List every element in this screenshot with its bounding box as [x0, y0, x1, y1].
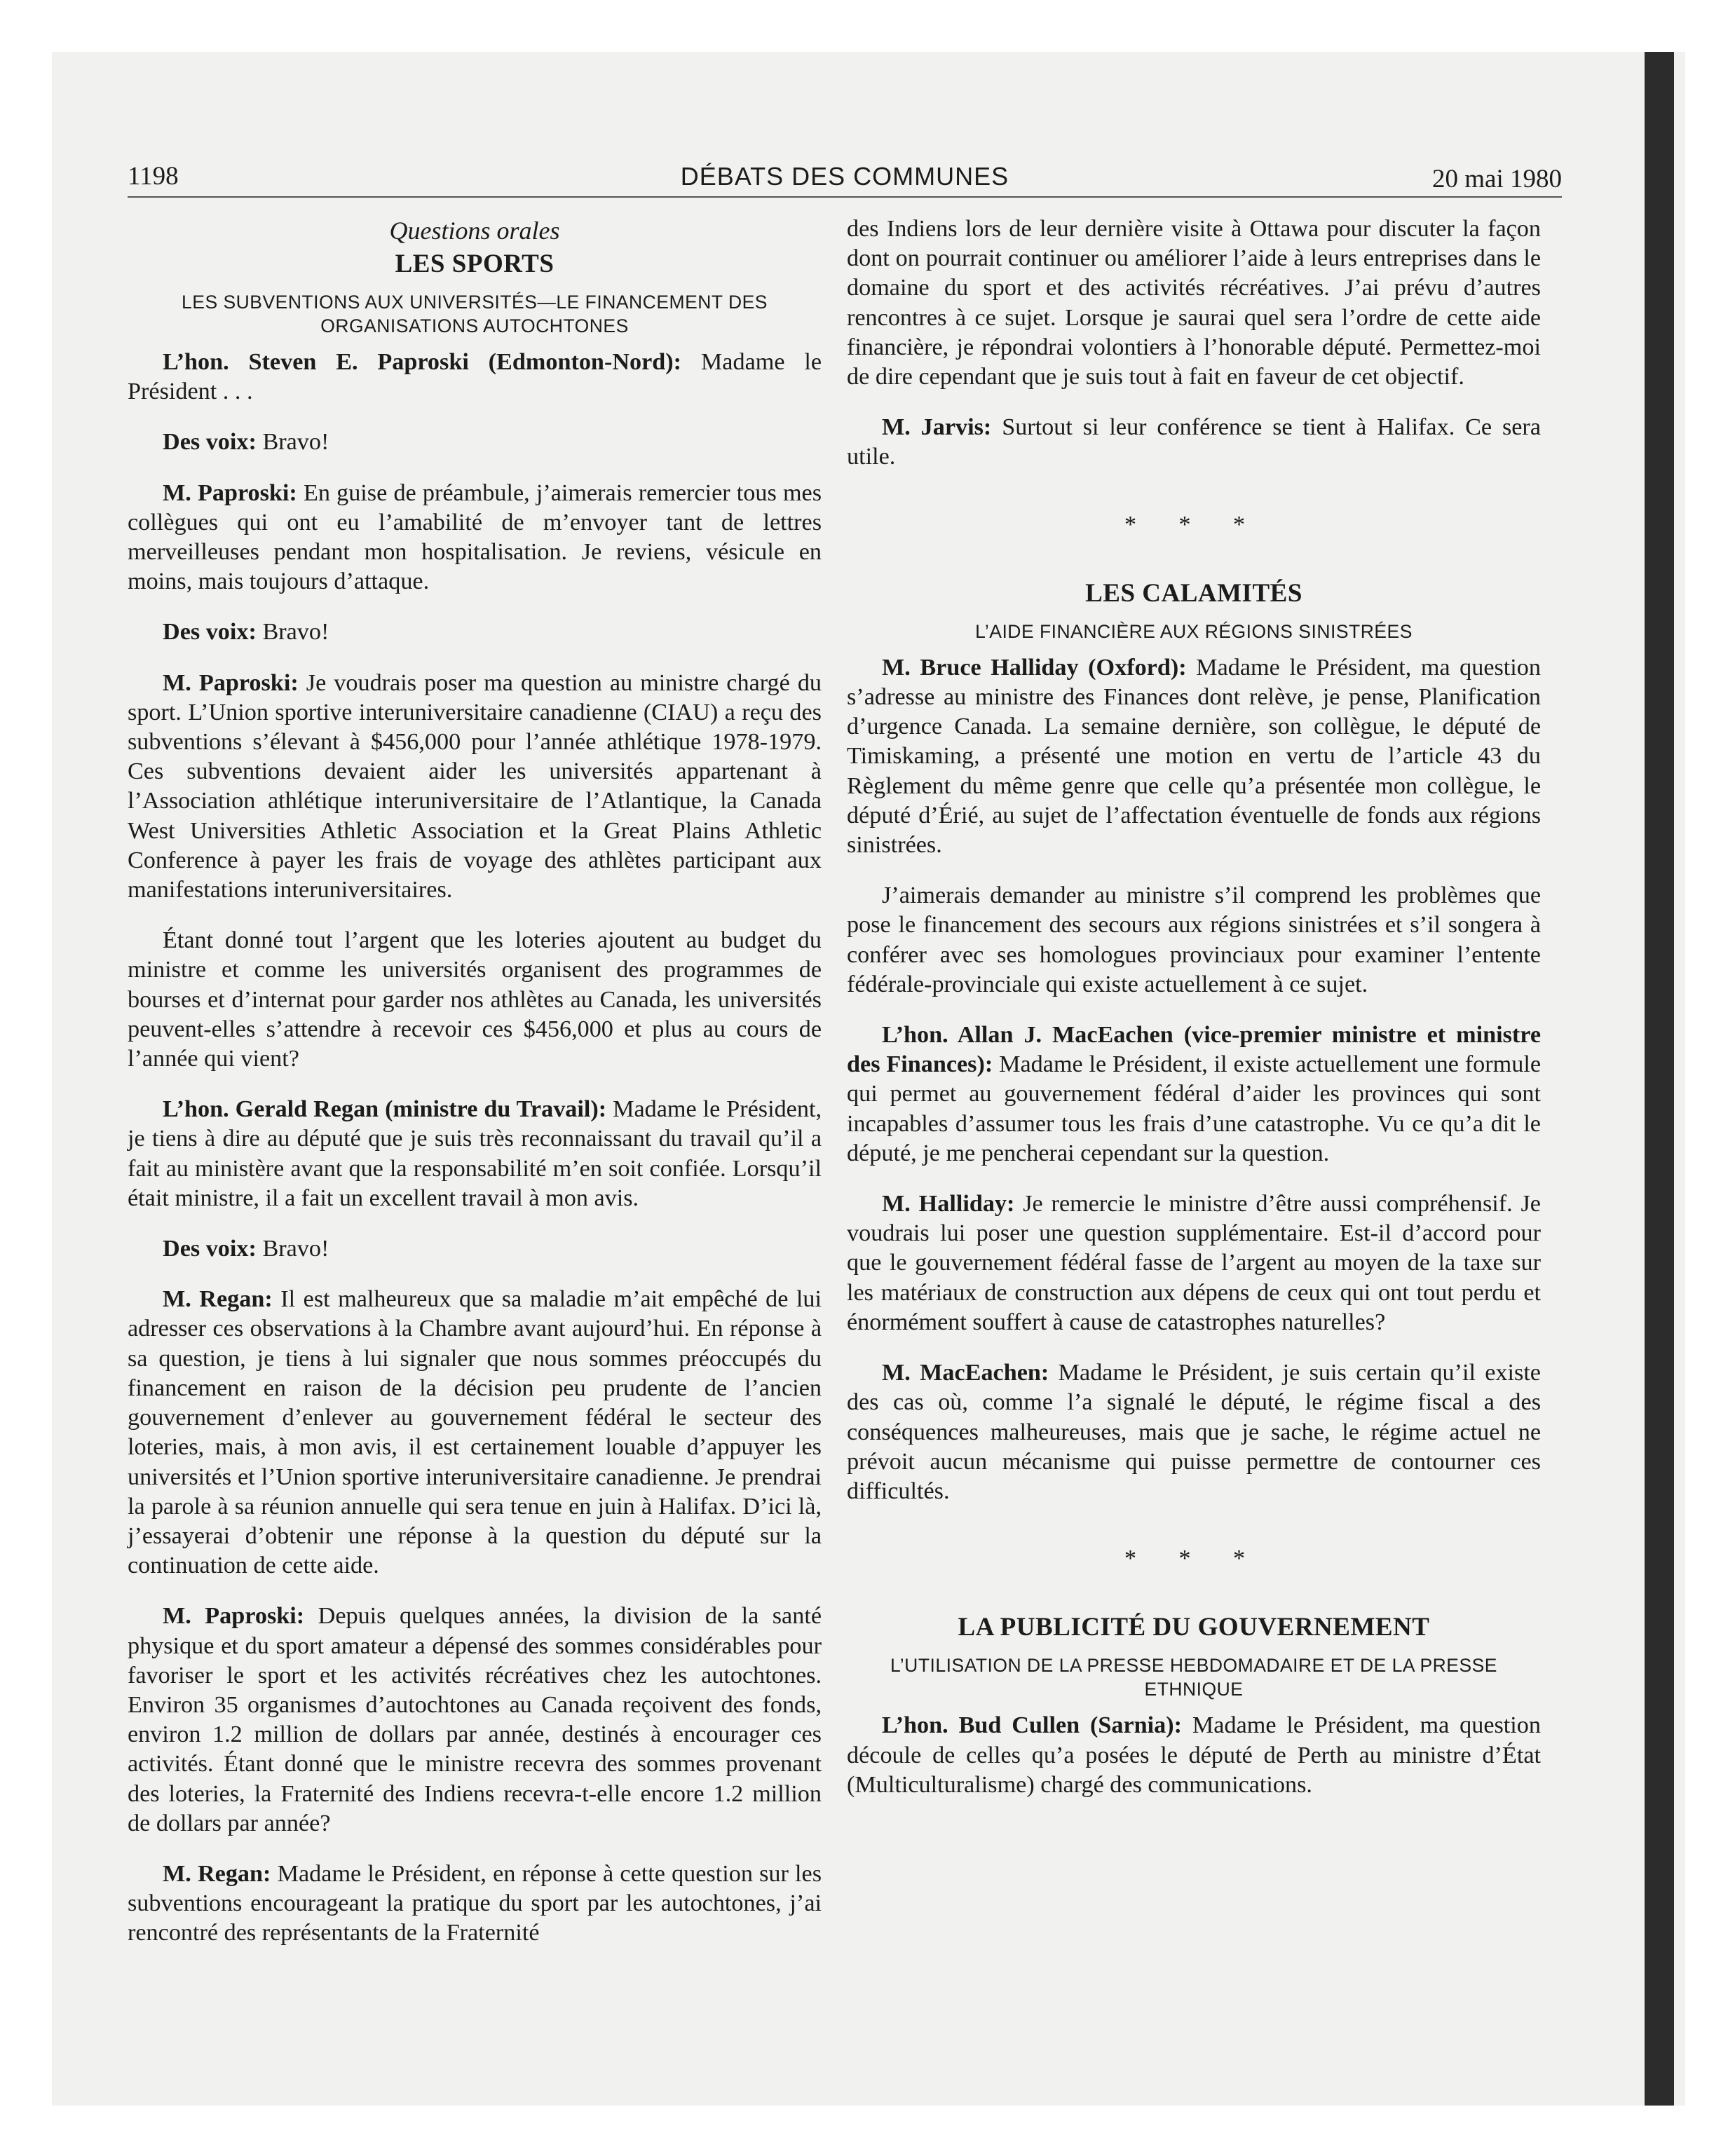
speaker-name: Des voix: [163, 429, 257, 456]
issue-date: 20 mai 1980 [1432, 165, 1562, 193]
speaker-name: L’hon. Bud Cullen (Sarnia): [882, 1712, 1183, 1739]
speaker-name: Des voix: [163, 619, 257, 646]
speaker-name: M. Regan: [163, 1860, 271, 1887]
speech-text: Madame le Président, il existe actuellement une formule qui permet au gouvernement fédéral d’aider les provinces qui sont incapables d’assumer tous les frais d’une catastrophe. Vu ce qu’a dit le député, je me pencherai cependant sur la question. [847, 1051, 1542, 1166]
speaker-name: L’hon. Allan J. MacEachen (vice-premier ministre et ministre des Finances): [847, 1022, 1541, 1078]
speech-continuation [847, 214, 1541, 392]
speech-paragraph [128, 348, 822, 407]
subhead-presse-hebdomadaire: L’UTILISATION DE LA PRESSE HEBDOMADAIRE ET DE LA PRESSE ETHNIQUE [890, 1655, 1497, 1700]
speech-paragraph [128, 1095, 822, 1213]
speaker-name: L’hon. Steven E. Paproski (Edmonton-Nord): [163, 349, 682, 375]
speech-text: Surtout si leur conférence se tient à Halifax. Ce sera utile. [847, 414, 1541, 470]
speech-text: J’aimerais demander au ministre s’il comprend les problèmes que pose le financement des secours aux régions sinistrées et s’il songera à conférer avec ses homologues provinciaux pour examiner l’entente fédérale-provinciale qui existe actuellement à ce sujet. [847, 882, 1541, 997]
binding-edge [1645, 52, 1674, 2106]
speech-text: En guise de préambule, j’aimerais remercier tous mes collègues qui ont eu l’amabilité de m’envoyer tant de lettres merveilleuses pendant mon hospitalisation. Je reviens, vésicule en moins, mais toujours d’attaque. [128, 479, 822, 595]
speaker-name: M. Paproski: [163, 1603, 305, 1630]
speech-text: Madame le Président, je tiens à dire au député que je suis très reconnaissant du travail qu’il a fait au ministère avant que la responsabilité m’en soit confiée. Lorsqu’il était ministre, il a fait un excellent travail à mon avis. [128, 1096, 822, 1211]
speech-text: Depuis quelques années, la division de la santé physique et du sport amateur a dépensé des sommes considérables pour favoriser le sport et les activités récréatives chez les autochtones. Environ 35 organismes d’autochtones au Canada reçoivent des fonds, environ 1.2 million de dollars par année, destinés à encourager ces activités. Étant donné que le ministre recevra des sommes provenant des loteries, la Fraternité des Indiens recevra-t-elle encore 1.2 million de dollars par année? [128, 1603, 822, 1836]
publication-title: DÉBATS DES COMMUNES [680, 162, 1009, 191]
speech-paragraph [128, 428, 822, 457]
speech-paragraph [128, 618, 822, 647]
speech-paragraph [128, 479, 822, 597]
header-rule [128, 196, 1562, 198]
speech-text: Madame le Président, en réponse à cette question sur les subventions encourageant la pratique du sport par les autochtones, j’ai rencontré des représentants de la Fraternité [128, 1860, 822, 1946]
left-column [128, 214, 822, 1949]
speech-paragraph [847, 413, 1541, 472]
speech-text: Étant donné tout l’argent que les loteries ajoutent au budget du ministre et comme les universités organisent des programmes de bourses et d’internat pour garder nos athlètes au Canada, les universités peuvent-elles s’attendre à recevoir ces $456,000 et plus au cours de l’année qui vient? [128, 927, 822, 1072]
speech-text: Madame le Président . . . [128, 349, 822, 405]
speaker-name: M. Halliday: [882, 1191, 1015, 1217]
section-label: Questions orales [389, 217, 560, 245]
speech-text: Il est malheureux que sa maladie m’ait empêché de lui adresser ces observations à la Chambre avant aujourd’hui. En réponse à sa question, je tiens à lui signaler que nous sommes préoccupés du financement en raison de la décision peu prudente de l’ancien gouvernement d’enlever au gouvernement fédéral le secteur des loteries, mais, à mon avis, il est certainement louable d’appuyer les universités et l’Union sportive interuniversitaire canadienne. Je prendrai la parole à sa réunion annuelle qui sera tenue en juin à Halifax. D’ici là, j’essayerai d’obtenir une réponse à la question du député sur la continuation de cette aide. [128, 1286, 822, 1579]
right-column [847, 214, 1541, 1800]
section-separator: * * * [1124, 1546, 1263, 1572]
speech-paragraph [847, 653, 1541, 860]
speech-text: Je remercie le ministre d’être aussi compréhensif. Je voudrais lui poser une question supplémentaire. Est-il d’accord pour que le gouvernement fédéral fasse de l’argent au moyen de la taxe sur les matériaux de construction aux dépens de ceux qui ont tout perdu et énormément souffert à cause de catastrophes naturelles? [847, 1191, 1541, 1335]
speech-paragraph [128, 1860, 822, 1949]
speech-text: Madame le Président, ma question s’adresse au ministre des Finances dont relève, je pense, Planification d’urgence Canada. La semaine dernière, son collègue, le député de Timiskaming, a présenté une motion en vertu de l’article 43 du Règlement du même genre que celle qu’a présentée mon collègue, le député d’Érié, au sujet de l’affectation éventuelle de fonds aux régions sinistrées. [847, 654, 1541, 859]
section-title-publicite: LA PUBLICITÉ DU GOUVERNEMENT [958, 1613, 1430, 1642]
speech-paragraph [847, 881, 1541, 999]
page-header [128, 158, 1562, 195]
speech-text: des Indiens lors de leur dernière visite à Ottawa pour discuter la façon dont on pourrait continuer ou améliorer l’aide à leurs entreprises dans le domaine du sport et des activités récréatives. J’ai prévu d’autres rencontres à ce sujet. Lorsque je saurai quel sera l’ordre de cette aide financière, je répondrai volontiers à l’honorable député. Permettez-moi de dire cependant que je suis tout à fait en faveur de cet objectif. [847, 216, 1541, 390]
speech-paragraph [847, 1021, 1541, 1168]
speech-paragraph [128, 926, 822, 1074]
speech-paragraph [128, 1234, 822, 1264]
speaker-name: M. Regan: [163, 1286, 273, 1313]
speaker-name: M. Paproski: [163, 479, 297, 506]
speaker-name: Des voix: [163, 1236, 257, 1262]
speech-text: Je voudrais poser ma question au ministre chargé du sport. L’Union sportive interuniversitaire canadienne (CIAU) a reçu des subventions s’élevant à $456,000 pour l’année athlétique 1978-1979. Ces subventions devaient aider les universités appartenant à l’Association athlétique interuniversitaire de l’Atlantique, la Canada West Universities Athletic Association et la Great Plains Athletic Conference à payer les frais de voyage des athlètes participant aux manifestations interuniversitaires. [128, 669, 822, 903]
subhead-aide-financiere: L’AIDE FINANCIÈRE AUX RÉGIONS SINISTRÉES [975, 620, 1413, 642]
section-separator: * * * [1124, 511, 1263, 538]
speaker-name: L’hon. Gerald Regan (ministre du Travail): [163, 1096, 607, 1123]
speech-text: Bravo! [256, 429, 329, 456]
section-title-calamites: LES CALAMITÉS [1085, 578, 1302, 608]
speech-paragraph [847, 1711, 1541, 1800]
speech-text: Bravo! [256, 619, 329, 646]
speaker-name: M. Jarvis: [882, 414, 992, 441]
speech-text: Bravo! [256, 1236, 329, 1262]
speech-paragraph [847, 1189, 1541, 1337]
speech-paragraph [847, 1358, 1541, 1506]
speaker-name: M. MacEachen: [882, 1360, 1049, 1386]
page-number: 1198 [128, 162, 179, 191]
speaker-name: M. Bruce Halliday (Oxford): [882, 654, 1187, 681]
speech-paragraph [128, 669, 822, 906]
speech-paragraph [128, 1602, 822, 1838]
subhead-subventions: LES SUBVENTIONS AUX UNIVERSITÉS—LE FINANCEMENT DES ORGANISATIONS AUTOCHTONES [182, 292, 768, 336]
speech-text: Madame le Président, je suis certain qu’il existe des cas où, comme l’a signalé le député, le régime fiscal a des conséquences malheureuses, mais que je sache, le régime actuel ne prévoit aucun mécanisme qui puisse permettre de contourner ces difficultés. [847, 1360, 1541, 1504]
speech-text: Madame le Président, ma question découle de celles qu’a posées le député de Perth au ministre d’État (Multiculturalisme) chargé des communications. [847, 1712, 1541, 1798]
speech-paragraph [128, 1285, 822, 1581]
speaker-name: M. Paproski: [163, 669, 299, 696]
section-title-sports: LES SPORTS [395, 250, 554, 278]
